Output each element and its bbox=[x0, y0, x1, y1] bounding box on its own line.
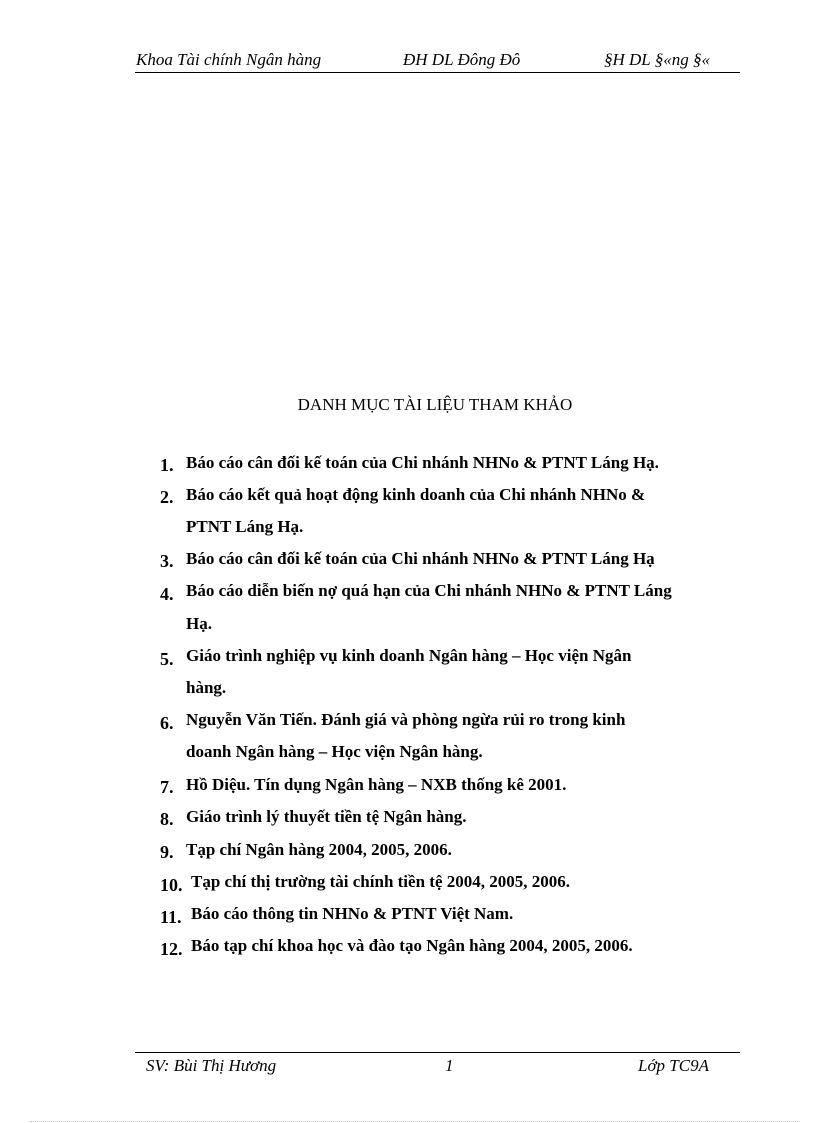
reference-number: 1. bbox=[160, 455, 174, 475]
reference-number: 7. bbox=[160, 777, 174, 797]
reference-number: 4. bbox=[160, 584, 174, 604]
reference-text-continued: doanh Ngân hàng – Học viện Ngân hàng. bbox=[186, 742, 483, 761]
page-bottom-divider bbox=[30, 1121, 800, 1122]
reference-text: Báo cáo cân đối kế toán của Chi nhánh NHNo & PTNT Láng Hạ bbox=[186, 549, 655, 568]
header-university: ĐH DL Đông Đô bbox=[403, 50, 521, 69]
footer-class: Lớp TC9A bbox=[638, 1056, 709, 1075]
footer-student-name: SV: Bùi Thị Hương bbox=[146, 1056, 277, 1075]
header-faculty: Khoa Tài chính Ngân hàng bbox=[136, 50, 322, 69]
page-title: DANH MỤC TÀI LIỆU THAM KHẢO bbox=[297, 395, 573, 414]
reference-number: 2. bbox=[160, 487, 174, 507]
reference-text: Báo cáo cân đối kế toán của Chi nhánh NHNo & PTNT Láng Hạ. bbox=[186, 453, 659, 472]
reference-number: 9. bbox=[160, 842, 174, 862]
reference-text: Tạp chí thị trường tài chính tiền tệ 2004, 2005, 2006. bbox=[191, 872, 570, 891]
reference-text-continued: hàng. bbox=[186, 678, 227, 697]
footer-page-number: 1 bbox=[445, 1056, 454, 1075]
reference-number: 10. bbox=[160, 875, 183, 895]
reference-number: 3. bbox=[160, 551, 174, 571]
reference-text: Báo cáo thông tin NHNo & PTNT Việt Nam. bbox=[191, 904, 514, 923]
reference-number: 8. bbox=[160, 809, 174, 829]
reference-text: Nguyễn Văn Tiến. Đánh giá và phòng ngừa rủi ro trong kinh bbox=[186, 710, 626, 729]
reference-text-continued: Hạ. bbox=[186, 614, 212, 633]
reference-text: Giáo trình lý thuyết tiền tệ Ngân hàng. bbox=[186, 807, 467, 826]
reference-text: Báo cáo diễn biến nợ quá hạn của Chi nhánh NHNo & PTNT Láng bbox=[186, 581, 672, 600]
header-university-legacy-encoding: §H DL §«ng §« bbox=[604, 50, 710, 69]
reference-text: Báo cáo kết quả hoạt động kinh doanh của Chi nhánh NHNo & bbox=[186, 485, 646, 504]
page-footer bbox=[135, 1052, 740, 1077]
page-header bbox=[135, 50, 740, 73]
reference-number: 11. bbox=[160, 907, 182, 927]
reference-number: 5. bbox=[160, 649, 174, 669]
reference-text: Báo tạp chí khoa học và đào tạo Ngân hàng 2004, 2005, 2006. bbox=[191, 936, 633, 955]
reference-text-continued: PTNT Láng Hạ. bbox=[186, 517, 304, 536]
reference-number: 6. bbox=[160, 713, 174, 733]
reference-text: Giáo trình nghiệp vụ kinh doanh Ngân hàng – Học viện Ngân bbox=[186, 646, 632, 665]
reference-text: Tạp chí Ngân hàng 2004, 2005, 2006. bbox=[186, 840, 452, 859]
reference-text: Hồ Diệu. Tín dụng Ngân hàng – NXB thống kê 2001. bbox=[186, 775, 567, 794]
reference-number: 12. bbox=[160, 939, 183, 959]
